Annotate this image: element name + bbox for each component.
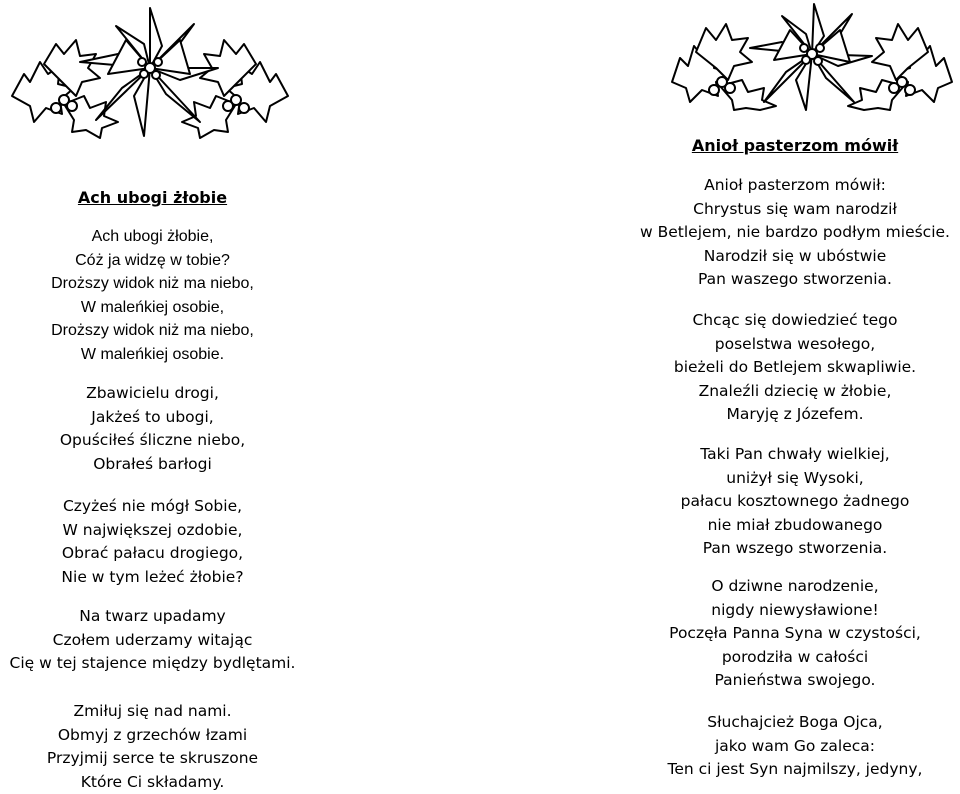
poem-line: nie miał zbudowanego <box>630 514 960 538</box>
poem-line: Znaleźli dziecię w żłobie, <box>630 380 960 404</box>
poem-line: Zbawicielu drogi, <box>0 382 305 406</box>
poem-line: Taki Pan chwały wielkiej, <box>630 443 960 467</box>
poem-line: W największej ozdobie, <box>0 519 305 543</box>
poem-line: Droższy widok niż ma niebo, <box>0 319 305 343</box>
left-stanza-5 <box>0 700 305 794</box>
poem-line: Obmyj z grzechów łzami <box>0 724 305 748</box>
poem-line: Pan wszego stworzenia. <box>630 537 960 561</box>
poem-line: Ach ubogi żłobie, <box>0 225 305 249</box>
right-stanza-4 <box>630 575 960 693</box>
left-stanza-4 <box>0 605 305 676</box>
poem-line: Panieństwa swojego. <box>630 669 960 693</box>
poem-line: Poczęła Panna Syna w czystości, <box>630 622 960 646</box>
poem-line: Na twarz upadamy <box>0 605 305 629</box>
left-poem-title: Ach ubogi żłobie <box>0 188 305 208</box>
poem-line: Które Ci składamy. <box>0 771 305 794</box>
right-poem-title: Anioł pasterzom mówił <box>630 136 960 156</box>
poem-line: nigdy niewysławione! <box>630 599 960 623</box>
left-stanza-3 <box>0 495 305 589</box>
poem-line: Cię w tej stajence między bydlętami. <box>0 652 305 676</box>
right-stanza-3 <box>630 443 960 561</box>
poem-line: O dziwne narodzenie, <box>630 575 960 599</box>
poem-line: Jakżeś to ubogi, <box>0 406 305 430</box>
poem-line: Przyjmij serce te skruszone <box>0 747 305 771</box>
right-stanza-2 <box>630 309 960 427</box>
poem-line: Pan waszego stworzenia. <box>630 268 960 292</box>
poem-line: Cóż ja widzę w tobie? <box>0 249 305 273</box>
poem-line: Zmiłuj się nad nami. <box>0 700 305 724</box>
poem-line: w Betlejem, nie bardzo podłym mieście. <box>630 221 960 245</box>
poem-line: Słuchajcież Boga Ojca, <box>630 711 960 735</box>
left-stanza-1 <box>0 225 305 366</box>
poem-line: pałacu kosztownego żadnego <box>630 490 960 514</box>
poem-line: jako wam Go zaleca: <box>630 735 960 759</box>
poem-line: Ten ci jest Syn najmilszy, jedyny, <box>630 758 960 782</box>
poem-line: Czołem uderzamy witając <box>0 629 305 653</box>
poem-line: W maleńkiej osobie. <box>0 343 305 367</box>
poem-line: Narodził się w ubóstwie <box>630 245 960 269</box>
poem-line: W maleńkiej osobie, <box>0 296 305 320</box>
poem-line: Obrać pałacu drogiego, <box>0 542 305 566</box>
poem-line: bieżeli do Betlejem skwapliwie. <box>630 356 960 380</box>
poem-line: Opuściłeś śliczne niebo, <box>0 429 305 453</box>
poem-line: Czyżeś nie mógł Sobie, <box>0 495 305 519</box>
poem-line: Nie w tym leżeć żłobie? <box>0 566 305 590</box>
poem-line: Droższy widok niż ma niebo, <box>0 272 305 296</box>
right-stanza-5 <box>630 711 960 782</box>
poem-line: Chrystus się wam narodził <box>630 198 960 222</box>
poinsettia-holly-garland-icon <box>4 4 296 140</box>
poem-line: poselstwa wesołego, <box>630 333 960 357</box>
left-stanza-2 <box>0 382 305 476</box>
poem-line: Maryję z Józefem. <box>630 403 960 427</box>
poem-line: Chcąc się dowiedzieć tego <box>630 309 960 333</box>
poem-line: porodziła w całości <box>630 646 960 670</box>
poem-line: Anioł pasterzom mówił: <box>630 174 960 198</box>
poem-line: uniżył się Wysoki, <box>630 467 960 491</box>
right-stanza-1 <box>630 174 960 292</box>
poinsettia-holly-garland-icon <box>666 2 958 112</box>
poem-line: Obrałeś barłogi <box>0 453 305 477</box>
